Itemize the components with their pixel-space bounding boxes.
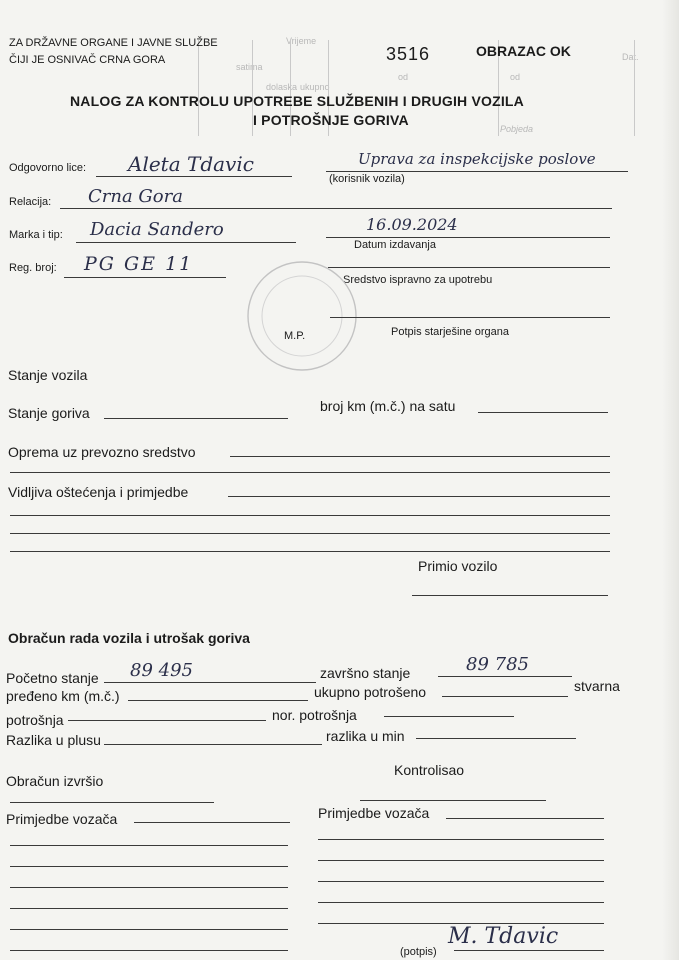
start-label: Početno stanje [6,670,99,686]
norm-line[interactable] [384,716,514,717]
bleed-text: od [510,72,521,82]
user-value[interactable]: Uprava za inspekcijske poslove [358,150,596,168]
route-line [60,208,612,209]
remark-line[interactable] [318,860,604,861]
user-caption: (korisnik vozila) [329,173,405,185]
remark-line[interactable] [10,887,288,888]
bleed-rule [198,40,199,136]
remark-line[interactable] [10,866,288,867]
bleed-text: satima [236,62,263,72]
form-name: OBRAZAC OK [476,43,571,59]
responsible-value[interactable]: Aleta Tdavic [128,152,254,176]
org-line-1: ZA DRŽAVNE ORGANE I JAVNE SLUŽBE [9,37,218,49]
driver-remarks-right-line[interactable] [446,818,604,819]
actual-label: stvarna [574,678,620,694]
fuel-state-line[interactable] [104,418,288,419]
start-value[interactable]: 89 495 [130,660,193,681]
calculation-heading: Obračun rada vozila i utrošak goriva [8,630,250,646]
responsible-line [96,176,292,177]
minus-line[interactable] [416,738,576,739]
remark-line[interactable] [10,908,288,909]
date-caption: Datum izdavanja [354,239,436,251]
km-line[interactable] [128,700,308,701]
date-line [326,237,610,238]
remark-line[interactable] [10,929,288,930]
vehicle-ok-line [328,267,610,268]
bleed-text: Vrijeme [286,36,317,46]
consumption-label: potrošnja [6,712,64,728]
km-label: pređeno km (m.č.) [6,688,120,704]
damage-line-3[interactable] [10,533,610,534]
remark-line[interactable] [318,881,604,882]
equipment-line-2[interactable] [10,472,610,473]
damage-label: Vidljiva oštećenja i primjedbe [8,484,189,500]
damage-line-4[interactable] [10,551,610,552]
doc-number: 3516 [386,44,431,64]
controlled-signature-line[interactable] [360,800,546,801]
calculated-signature-line[interactable] [10,802,214,803]
received-signature-line[interactable] [412,595,608,596]
equipment-label: Oprema uz prevozno sredstvo [8,444,196,460]
round-stamp-mark [244,258,360,374]
make-value[interactable]: Dacia Sandero [90,219,224,240]
bleed-text: dolaska [266,82,298,92]
doc-title-line-2: I POTROŠNJE GORIVA [253,112,409,128]
damage-line[interactable] [228,496,610,497]
route-value[interactable]: Crna Gora [88,186,183,207]
odometer-label: broj km (m.č.) na satu [320,398,456,414]
org-line-2: ČIJI JE OSNIVAČ CRNA GORA [9,54,166,66]
bleed-text: Dat. [622,52,639,62]
bleed-rule [634,40,635,136]
remark-line[interactable] [10,950,288,951]
vehicle-state-label: Stanje vozila [8,367,88,383]
received-label: Primio vozilo [418,558,498,574]
driver-remarks-left-label: Primjedbe vozača [6,811,118,827]
signature-caption: Potpis starješine organa [391,326,510,338]
end-value[interactable]: 89 785 [466,654,529,675]
doc-title-line-1: NALOG ZA KONTROLU UPOTREBE SLUŽBENIH I DRUGIH VOZILA [70,93,524,109]
norm-label: nor. potrošnja [272,707,357,723]
user-line [326,171,628,172]
equipment-line[interactable] [230,456,610,457]
bleed-text: ukupno [300,82,330,92]
responsible-label: Odgovorno lice: [9,162,87,174]
signature-label: (potpis) [400,946,437,958]
driver-remarks-right-label: Primjedbe vozača [318,805,430,821]
plus-label: Razlika u plusu [6,732,101,748]
vehicle-ok-caption: Sredstvo ispravno za upotrebu [343,274,493,286]
remark-line[interactable] [10,845,288,846]
bleed-text: Pobjeda [500,124,534,134]
start-line [104,682,316,683]
paper-edge [662,0,679,960]
minus-label: razlika u min [326,728,405,744]
remark-line[interactable] [318,839,604,840]
fuel-state-label: Stanje goriva [8,405,90,421]
stamp-label: M.P. [284,330,306,342]
odometer-line[interactable] [478,412,608,413]
consumption-line[interactable] [68,720,266,721]
make-label: Marka i tip: [9,229,63,241]
date-value[interactable]: 16.09.2024 [366,215,458,234]
driver-signature: M. Tdavic [448,924,559,949]
total-line[interactable] [442,696,568,697]
controlled-label: Kontrolisao [394,762,465,778]
total-label: ukupno potrošeno [314,684,427,700]
reg-value[interactable]: PG GE 11 [84,253,194,275]
calculated-label: Obračun izvršio [6,773,104,789]
bleed-text: od [398,72,409,82]
remark-line[interactable] [318,902,604,903]
reg-label: Reg. broj: [9,262,57,274]
make-line [76,242,296,243]
signature-line [330,317,610,318]
driver-remarks-left-line[interactable] [134,822,290,823]
end-line [438,676,572,677]
end-label: završno stanje [320,665,411,681]
driver-signature-line [454,950,604,951]
reg-line [64,277,226,278]
plus-line[interactable] [104,744,322,745]
damage-line-2[interactable] [10,515,610,516]
route-label: Relacija: [9,196,52,208]
